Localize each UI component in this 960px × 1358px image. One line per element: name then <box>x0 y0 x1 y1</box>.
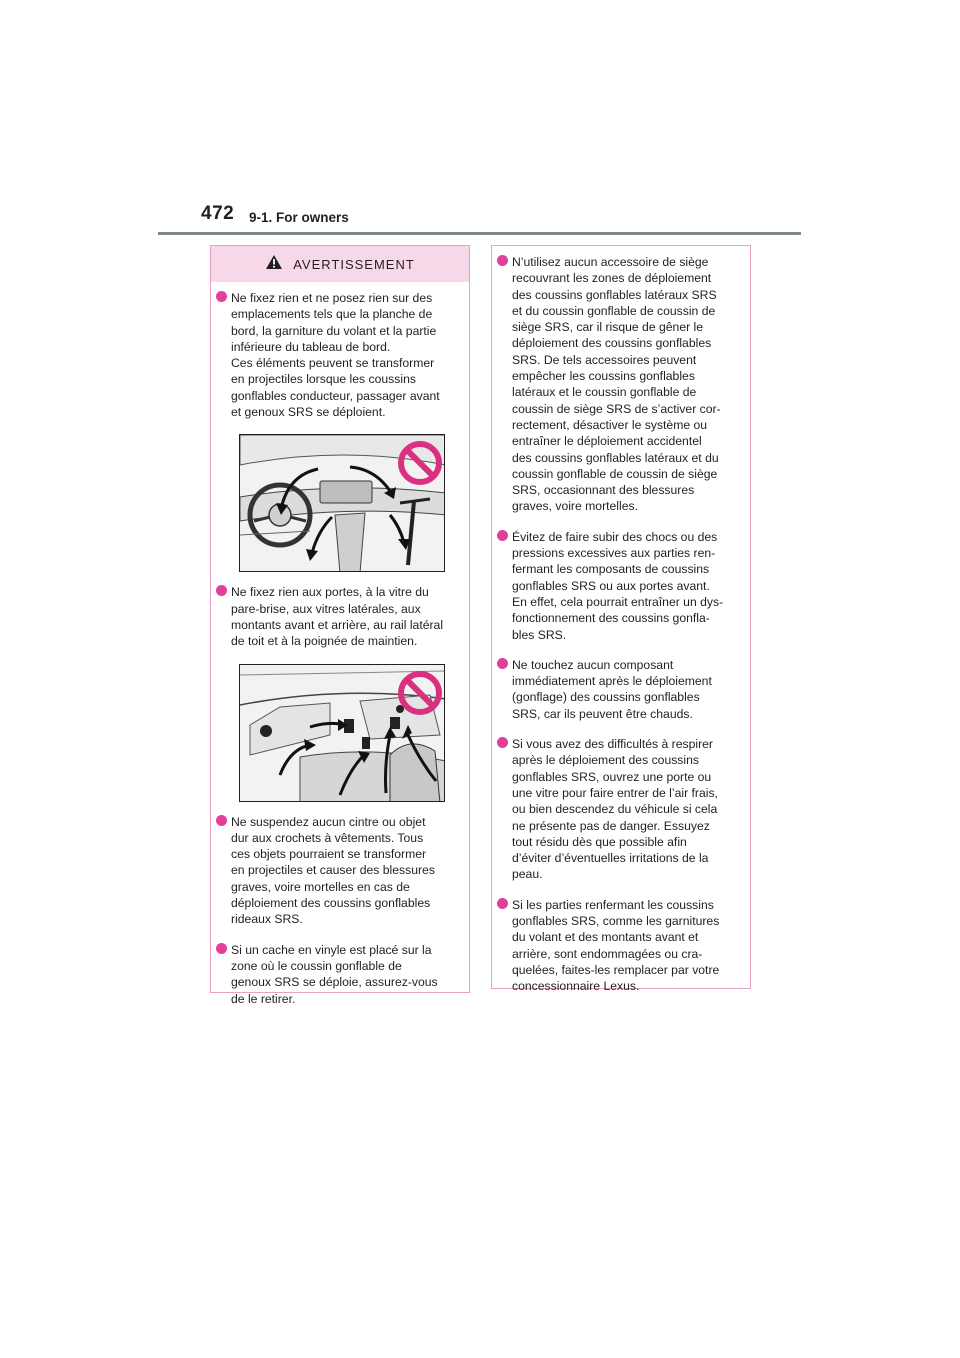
pink-bullet-icon <box>497 255 508 266</box>
warning-box-left <box>210 245 470 1006</box>
warning-item <box>494 736 742 883</box>
warning-item-text: Ne touchez aucun composant immédiatement après le déploiement (gonflage) des coussins gonflables SRS, car ils peuvent être chauds. <box>512 657 712 721</box>
warning-item-text: Ne fixez rien aux portes, à la vitre du pare-brise, aux vitres latérales, aux montants avant et arrière, au rail latéral de toit et à la poignée de maintien. <box>231 585 444 649</box>
warning-item <box>494 529 742 643</box>
warning-item-text: Ne suspendez aucun cintre ou objet dur aux crochets à vêtements. Tous ces objets pourraient se transformer en projectiles et causer des blessures graves, voire mortelles en cas de déploiement des coussins gonflables rideaux SRS. <box>231 814 435 927</box>
pink-bullet-icon <box>497 530 508 541</box>
warning-box-right <box>491 245 751 994</box>
warning-title: AVERTISSEMENT <box>293 256 415 272</box>
pink-bullet-icon <box>497 737 508 748</box>
pink-bullet-icon <box>216 815 227 826</box>
dashboard-illustration <box>239 434 445 572</box>
warning-item <box>213 584 461 649</box>
pink-bullet-icon <box>216 585 227 596</box>
pink-bullet-icon <box>216 943 227 954</box>
section-title: 9-1. For owners <box>249 210 349 225</box>
warning-item <box>494 897 742 995</box>
cabin-illustration <box>239 664 445 802</box>
warning-item <box>213 290 461 420</box>
warning-item <box>494 254 742 515</box>
page-number: 472 <box>201 203 235 224</box>
warning-item-text: N’utilisez aucun accessoire de siège recouvrant les zones de déploiement des coussins gonflables latéraux SRS et du coussin gonflable de coussin de siège SRS, car il risque de gêner le déploiement des coussins gonflables SRS. De tels accessoires peuvent empêcher les coussins gonflables latéraux et le coussin gonflable de coussin de siège SRS de s’activer cor- rectement, désactiver le système ou entraîner le déploiement accidentel des coussins gonflables latéraux et du coussin gonflable de coussin de siège SRS, occasionnant des blessures graves, voire mortelles. <box>512 255 721 514</box>
pink-bullet-icon <box>216 291 227 302</box>
header-rule <box>158 232 801 235</box>
warning-item <box>213 814 461 928</box>
pink-bullet-icon <box>497 658 508 669</box>
warning-item-text: Si les parties renfermant les coussins gonflables SRS, comme les garnitures du volant et des montants avant et arrière, sont endommagées ou cra- quelées, faites-les remplacer par votre concessionnaire Lexus. <box>512 897 720 994</box>
warning-item <box>213 942 461 1007</box>
warning-item-text: Si vous avez des difficultés à respirer après le déploiement des coussins gonflables SRS, ouvrez une porte ou une vitre pour faire entrer de l’air frais, ou bien descendez du véhicule si cela ne présente pas de danger. Essuyez tout résidu dès que possible afin d’éviter d’éventuelles irritations de la peau. <box>512 737 718 882</box>
warning-triangle-icon <box>265 254 283 275</box>
warning-header <box>211 246 469 282</box>
pink-bullet-icon <box>497 898 508 909</box>
warning-item-text: Évitez de faire subir des chocs ou des pressions excessives aux parties ren- fermant les composants de coussins gonflables SRS ou aux portes avant. En effet, cela pourrait entraîner un dys- fonctionnement des coussins gonfla- bles SRS. <box>512 529 724 642</box>
warning-item-text: Ne fixez rien et ne posez rien sur des emplacements tels que la planche de bord, la garniture du volant et la partie inférieure du tableau de bord. Ces éléments peuvent se transformer en projectiles lorsque les coussins gonflables conducteur, passager avant et genoux SRS se déploient. <box>231 291 440 420</box>
warning-item <box>494 657 742 722</box>
warning-item-text: Si un cache en vinyle est placé sur la zone où le coussin gonflable de genoux SRS se déploie, assurez-vous de le retirer. <box>231 942 438 1006</box>
